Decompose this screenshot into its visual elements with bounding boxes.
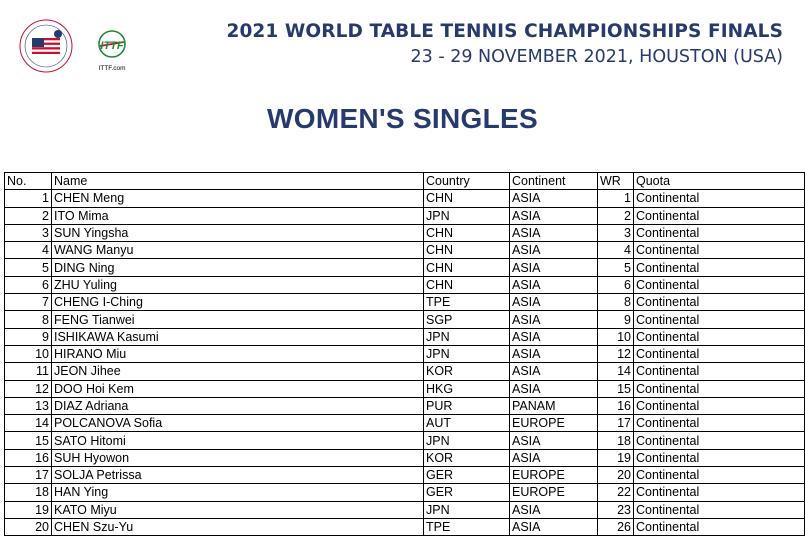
cell-name: SOLJA Petrissa	[52, 467, 424, 484]
cell-name: DING Ning	[52, 259, 424, 276]
cell-name: HIRANO Miu	[52, 345, 424, 362]
cell-wr: 1	[598, 190, 634, 207]
cell-quota: Continental	[634, 518, 805, 535]
cell-continent: ASIA	[510, 190, 598, 207]
cell-country: AUT	[424, 415, 510, 432]
cell-no: 5	[5, 259, 52, 276]
event-title: 2021 WORLD TABLE TENNIS CHAMPIONSHIPS FINALS	[226, 21, 783, 42]
column-header-no: No.	[5, 173, 52, 190]
cell-name: ISHIKAWA Kasumi	[52, 328, 424, 345]
table-row	[5, 345, 805, 362]
cell-continent: ASIA	[510, 259, 598, 276]
cell-quota: Continental	[634, 224, 805, 241]
cell-country: SGP	[424, 311, 510, 328]
table-row	[5, 276, 805, 293]
cell-wr: 26	[598, 518, 634, 535]
cell-wr: 14	[598, 363, 634, 380]
cell-wr: 9	[598, 311, 634, 328]
cell-continent: ASIA	[510, 501, 598, 518]
table-row	[5, 259, 805, 276]
cell-continent: ASIA	[510, 518, 598, 535]
cell-quota: Continental	[634, 276, 805, 293]
cell-country: TPE	[424, 294, 510, 311]
table-row	[5, 518, 805, 535]
cell-no: 16	[5, 449, 52, 466]
cell-continent: ASIA	[510, 432, 598, 449]
cell-name: CHEN Meng	[52, 190, 424, 207]
cell-name: CHEN Szu-Yu	[52, 518, 424, 535]
cell-name: SUH Hyowon	[52, 449, 424, 466]
cell-no: 4	[5, 242, 52, 259]
cell-no: 8	[5, 311, 52, 328]
column-header-country: Country	[424, 173, 510, 190]
cell-continent: ASIA	[510, 449, 598, 466]
column-header-name: Name	[52, 173, 424, 190]
cell-wr: 16	[598, 397, 634, 414]
cell-quota: Continental	[634, 294, 805, 311]
table-row	[5, 242, 805, 259]
cell-continent: ASIA	[510, 363, 598, 380]
cell-continent: ASIA	[510, 328, 598, 345]
cell-country: GER	[424, 467, 510, 484]
cell-continent: PANAM	[510, 397, 598, 414]
cell-quota: Continental	[634, 432, 805, 449]
cell-quota: Continental	[634, 207, 805, 224]
cell-quota: Continental	[634, 311, 805, 328]
cell-wr: 20	[598, 467, 634, 484]
cell-no: 13	[5, 397, 52, 414]
cell-name: KATO Miyu	[52, 501, 424, 518]
cell-name: CHENG I-Ching	[52, 294, 424, 311]
cell-no: 19	[5, 501, 52, 518]
cell-wr: 5	[598, 259, 634, 276]
svg-text:ITTF: ITTF	[100, 40, 124, 52]
cell-wr: 8	[598, 294, 634, 311]
cell-name: DOO Hoi Kem	[52, 380, 424, 397]
table-row	[5, 484, 805, 501]
cell-name: FENG Tianwei	[52, 311, 424, 328]
cell-quota: Continental	[634, 259, 805, 276]
cell-wr: 10	[598, 328, 634, 345]
cell-country: KOR	[424, 449, 510, 466]
cell-continent: EUROPE	[510, 484, 598, 501]
cell-quota: Continental	[634, 449, 805, 466]
cell-no: 12	[5, 380, 52, 397]
cell-wr: 17	[598, 415, 634, 432]
cell-no: 9	[5, 328, 52, 345]
column-header-wr: WR	[598, 173, 634, 190]
wtt-houston-logo	[18, 18, 74, 74]
cell-continent: EUROPE	[510, 467, 598, 484]
table-row	[5, 501, 805, 518]
cell-country: CHN	[424, 276, 510, 293]
table-row	[5, 363, 805, 380]
cell-continent: ASIA	[510, 224, 598, 241]
cell-wr: 12	[598, 345, 634, 362]
table-row	[5, 311, 805, 328]
cell-no: 18	[5, 484, 52, 501]
cell-no: 7	[5, 294, 52, 311]
cell-name: DIAZ Adriana	[52, 397, 424, 414]
cell-country: CHN	[424, 259, 510, 276]
cell-wr: 18	[598, 432, 634, 449]
cell-no: 3	[5, 224, 52, 241]
cell-name: SATO Hitomi	[52, 432, 424, 449]
cell-country: CHN	[424, 242, 510, 259]
table-row	[5, 380, 805, 397]
cell-continent: ASIA	[510, 345, 598, 362]
table-row	[5, 294, 805, 311]
singles-table	[4, 172, 805, 536]
cell-wr: 15	[598, 380, 634, 397]
cell-quota: Continental	[634, 363, 805, 380]
cell-quota: Continental	[634, 484, 805, 501]
cell-quota: Continental	[634, 467, 805, 484]
cell-continent: ASIA	[510, 311, 598, 328]
cell-country: CHN	[424, 190, 510, 207]
ittf-logo	[92, 28, 132, 76]
cell-continent: ASIA	[510, 242, 598, 259]
cell-continent: ASIA	[510, 380, 598, 397]
page-title: WOMEN'S SINGLES	[267, 103, 538, 134]
table-row	[5, 190, 805, 207]
cell-name: ITO Mima	[52, 207, 424, 224]
cell-country: CHN	[424, 224, 510, 241]
column-header-continent: Continent	[510, 173, 598, 190]
cell-no: 1	[5, 190, 52, 207]
cell-quota: Continental	[634, 380, 805, 397]
cell-country: JPN	[424, 501, 510, 518]
cell-no: 15	[5, 432, 52, 449]
ittf-logo-text: ITTF.com	[98, 65, 126, 72]
cell-no: 2	[5, 207, 52, 224]
cell-country: JPN	[424, 207, 510, 224]
cell-quota: Continental	[634, 397, 805, 414]
column-header-quota: Quota	[634, 173, 805, 190]
cell-wr: 2	[598, 207, 634, 224]
table-row	[5, 397, 805, 414]
table-row	[5, 328, 805, 345]
table-row	[5, 415, 805, 432]
cell-continent: ASIA	[510, 207, 598, 224]
cell-wr: 3	[598, 224, 634, 241]
cell-no: 6	[5, 276, 52, 293]
cell-wr: 6	[598, 276, 634, 293]
cell-wr: 22	[598, 484, 634, 501]
cell-name: WANG Manyu	[52, 242, 424, 259]
table-row	[5, 432, 805, 449]
cell-quota: Continental	[634, 190, 805, 207]
cell-quota: Continental	[634, 501, 805, 518]
table-row	[5, 207, 805, 224]
cell-country: GER	[424, 484, 510, 501]
cell-no: 14	[5, 415, 52, 432]
event-dates-location: 23 - 29 NOVEMBER 2021, HOUSTON (USA)	[410, 47, 783, 67]
cell-no: 11	[5, 363, 52, 380]
cell-country: JPN	[424, 432, 510, 449]
cell-quota: Continental	[634, 415, 805, 432]
table-row	[5, 224, 805, 241]
cell-country: PUR	[424, 397, 510, 414]
cell-country: KOR	[424, 363, 510, 380]
cell-no: 20	[5, 518, 52, 535]
cell-wr: 19	[598, 449, 634, 466]
cell-country: JPN	[424, 328, 510, 345]
table-row	[5, 449, 805, 466]
cell-name: ZHU Yuling	[52, 276, 424, 293]
cell-country: JPN	[424, 345, 510, 362]
cell-wr: 23	[598, 501, 634, 518]
table-row	[5, 467, 805, 484]
cell-name: POLCANOVA Sofia	[52, 415, 424, 432]
cell-no: 10	[5, 345, 52, 362]
cell-no: 17	[5, 467, 52, 484]
cell-continent: ASIA	[510, 276, 598, 293]
cell-name: JEON Jihee	[52, 363, 424, 380]
cell-continent: EUROPE	[510, 415, 598, 432]
cell-name: HAN Ying	[52, 484, 424, 501]
cell-country: TPE	[424, 518, 510, 535]
cell-quota: Continental	[634, 345, 805, 362]
table-header-row	[5, 173, 805, 190]
cell-country: HKG	[424, 380, 510, 397]
cell-quota: Continental	[634, 242, 805, 259]
cell-name: SUN Yingsha	[52, 224, 424, 241]
cell-wr: 4	[598, 242, 634, 259]
cell-continent: ASIA	[510, 294, 598, 311]
cell-quota: Continental	[634, 328, 805, 345]
